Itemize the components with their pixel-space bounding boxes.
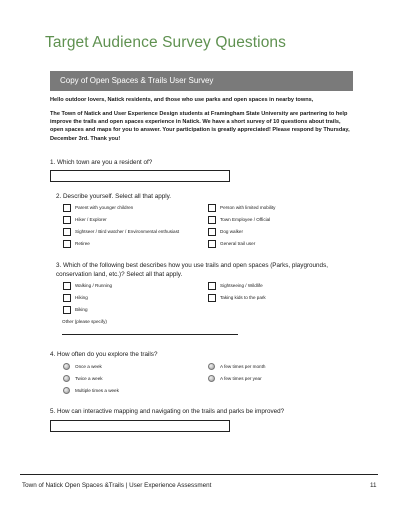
q3-checkbox[interactable]	[208, 294, 216, 302]
page-number: 11	[370, 482, 377, 489]
q2-checkbox[interactable]	[208, 204, 216, 212]
q2-option-label: Town Employee / Official	[220, 217, 271, 222]
q3-option-label: Taking kids to the park	[220, 295, 266, 300]
page-title: Target Audience Survey Questions	[45, 34, 287, 51]
q4-option-label: Twice a week	[75, 376, 103, 381]
q4-option-label: Once a week	[75, 364, 102, 369]
question-1-label: 1. Which town are you a resident of?	[50, 159, 153, 166]
q3-option-label: Sightseeing / Wildlife	[220, 283, 263, 288]
q2-option-label: Dog walker	[220, 229, 243, 234]
q2-checkbox[interactable]	[208, 216, 216, 224]
q2-option-label: Retiree	[75, 241, 90, 246]
q3-checkbox[interactable]	[63, 282, 71, 290]
question-1-input[interactable]	[50, 170, 230, 182]
q4-radio[interactable]	[63, 387, 70, 394]
question-5-input[interactable]	[50, 420, 230, 432]
q2-option-label: Sightseer / Bird watcher / Environmental enthusiast	[75, 229, 180, 234]
intro-body-text: The Town of Natick and User Experience Design students at Framingham State University are partnering to help improve the trails and open spaces experience in Natick. We have a short survey of 10 questions about trails, open spaces and maps for you to answer. Your participation is greatly appreciated! Please respond by Thursday, December 3rd. Thank you!	[50, 111, 350, 142]
q4-option-label: A few times per month	[220, 364, 266, 369]
question-3-label-line1: 3. Which of the following best describes how you use trails and open spaces (Parks, playgrounds,	[56, 262, 328, 269]
q3-checkbox[interactable]	[63, 294, 71, 302]
q4-radio[interactable]	[208, 375, 215, 382]
question-4-label: 4. How often do you explore the trails?	[50, 351, 158, 358]
q2-option-label: Hiker / Explorer	[75, 217, 107, 222]
q3-option-label: Hiking	[75, 295, 88, 300]
q2-option-label: Parent with younger children	[75, 205, 134, 210]
q3-checkbox[interactable]	[208, 282, 216, 290]
q2-checkbox[interactable]	[63, 228, 71, 236]
survey-header-bar: Copy of Open Spaces & Trails User Survey	[50, 71, 353, 91]
q4-radio[interactable]	[208, 363, 215, 370]
q4-radio[interactable]	[63, 375, 70, 382]
footer-text: Town of Natick Open Spaces &Trails | User Experience Assessment	[22, 482, 212, 489]
question-2-label: 2. Describe yourself. Select all that apply.	[56, 193, 172, 200]
question-3-label-line2: conservation land, etc.)? Select all that apply.	[56, 271, 183, 278]
q2-option-label: General trail user	[220, 241, 256, 246]
q2-checkbox[interactable]	[208, 228, 216, 236]
intro-body	[50, 110, 355, 143]
q3-other-label: Other (please specify)	[62, 319, 107, 324]
q3-option-label: Biking	[75, 307, 88, 312]
q3-option-label: Walking / Running	[75, 283, 113, 288]
intro-greeting	[50, 96, 355, 104]
q4-radio[interactable]	[63, 363, 70, 370]
q3-checkbox[interactable]	[63, 306, 71, 314]
q2-checkbox[interactable]	[208, 240, 216, 248]
q2-checkbox[interactable]	[63, 216, 71, 224]
footer-divider	[20, 474, 378, 475]
q3-other-input[interactable]	[62, 334, 238, 335]
q4-option-label: A few times per year	[220, 376, 262, 381]
q2-checkbox[interactable]	[63, 240, 71, 248]
q4-option-label: Multiple times a week	[75, 388, 119, 393]
intro-greeting-text: Hello outdoor lovers, Natick residents, and those who use parks and open spaces in nearby towns,	[50, 97, 314, 103]
q2-checkbox[interactable]	[63, 204, 71, 212]
q2-option-label: Person with limited mobility	[220, 205, 276, 210]
question-5-label: 5. How can interactive mapping and navigating on the trails and parks be improved?	[50, 408, 285, 415]
